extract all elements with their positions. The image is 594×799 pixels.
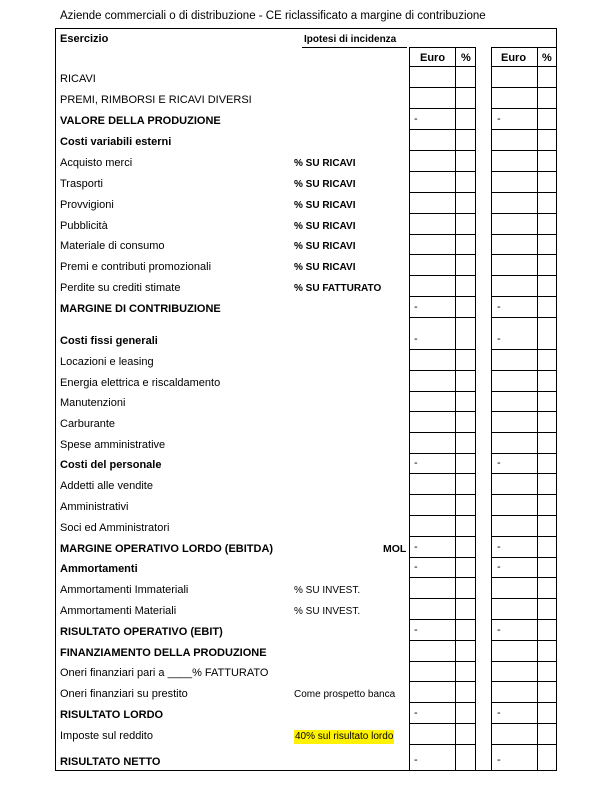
row-label: Perdite su crediti stimate bbox=[60, 282, 181, 294]
row-label: Costi fissi generali bbox=[60, 335, 158, 347]
empty-value-dash: - bbox=[414, 457, 418, 469]
grid-hline-b12 bbox=[491, 317, 557, 318]
incidence-note: % SU INVEST. bbox=[294, 606, 361, 617]
grid-hline-a17 bbox=[409, 432, 475, 433]
empty-value-dash: - bbox=[497, 624, 501, 636]
grid-hline-b27 bbox=[491, 640, 557, 641]
empty-value-dash: - bbox=[497, 561, 501, 573]
grid-hline-a5 bbox=[409, 171, 475, 172]
header-euro-1: Euro bbox=[420, 52, 446, 64]
grid-hline-b21 bbox=[491, 515, 557, 516]
grid-hline-b28 bbox=[491, 661, 557, 662]
empty-value-dash: - bbox=[497, 541, 501, 553]
incidence-note: % SU RICAVI bbox=[294, 200, 356, 211]
grid-hline-b33 bbox=[491, 770, 557, 771]
empty-value-dash: - bbox=[497, 707, 501, 719]
row-label: MARGINE OPERATIVO LORDO (EBITDA) bbox=[60, 543, 274, 555]
empty-value-dash: - bbox=[414, 333, 418, 345]
grid-hline-b2 bbox=[491, 108, 557, 109]
grid-hline-b19 bbox=[491, 473, 557, 474]
row-label: Acquisto merci bbox=[60, 157, 133, 169]
grid-hline-b20 bbox=[491, 494, 557, 495]
header-euro-2: Euro bbox=[501, 52, 527, 64]
row-label: Ammortamenti Immateriali bbox=[60, 584, 189, 596]
header-pct-2: % bbox=[542, 52, 552, 64]
grid-hline-b29 bbox=[491, 681, 557, 682]
incidence-note: % SU RICAVI bbox=[294, 221, 356, 232]
row-label: Carburante bbox=[60, 418, 116, 430]
grid-hline-a8 bbox=[409, 234, 475, 235]
incidence-note: Come prospetto banca bbox=[294, 689, 396, 700]
empty-value-dash: - bbox=[497, 333, 501, 345]
row-label: RICAVI bbox=[60, 73, 96, 85]
grid-hline-a26 bbox=[409, 619, 475, 620]
grid-vline-b1 bbox=[537, 47, 538, 771]
grid-hline-a29 bbox=[409, 681, 475, 682]
empty-value-dash: - bbox=[497, 457, 501, 469]
grid-hline-a9 bbox=[409, 254, 475, 255]
grid-hline-a1 bbox=[409, 87, 475, 88]
row-label: Locazioni e leasing bbox=[60, 356, 154, 368]
grid-hline-a23 bbox=[409, 557, 475, 558]
grid-hline-b16 bbox=[491, 411, 557, 412]
grid-hline-b6 bbox=[491, 192, 557, 193]
row-label: Costi del personale bbox=[60, 459, 162, 471]
grid-vline-a2 bbox=[475, 47, 476, 771]
row-label: Premi e contributi promozionali bbox=[60, 261, 212, 273]
row-label: Manutenzioni bbox=[60, 397, 126, 409]
grid-hline-b3 bbox=[491, 129, 557, 130]
row-label: PREMI, RIMBORSI E RICAVI DIVERSI bbox=[60, 94, 252, 106]
grid-hline-a16 bbox=[409, 411, 475, 412]
grid-hline-a18 bbox=[409, 453, 475, 454]
grid-vline-a1 bbox=[455, 47, 456, 771]
row-label: Oneri finanziari pari a ____% FATTURATO bbox=[60, 667, 269, 679]
row-label: Addetti alle vendite bbox=[60, 480, 153, 492]
grid-hline-a33 bbox=[409, 770, 475, 771]
grid-hline-b25 bbox=[491, 598, 557, 599]
row-label: RISULTATO NETTO bbox=[60, 756, 161, 768]
incidence-note: % SU RICAVI bbox=[294, 262, 356, 273]
row-label: Ammortamenti bbox=[60, 563, 138, 575]
row-label: Soci ed Amministratori bbox=[60, 522, 170, 534]
header-esercizio: Esercizio bbox=[60, 33, 109, 45]
grid-hline-b8 bbox=[491, 234, 557, 235]
incidence-note: % SU RICAVI bbox=[294, 158, 356, 169]
row-label: FINANZIAMENTO DELLA PRODUZIONE bbox=[60, 647, 267, 659]
grid-hline-b1 bbox=[491, 87, 557, 88]
grid-hline-a28 bbox=[409, 661, 475, 662]
grid-hline-b13 bbox=[491, 349, 557, 350]
grid-hline-a25 bbox=[409, 598, 475, 599]
grid-hline-a14 bbox=[409, 370, 475, 371]
row-label: Trasporti bbox=[60, 178, 103, 190]
grid-hline-a6 bbox=[409, 192, 475, 193]
document-title: Aziende commerciali o di distribuzione - CE riclassificato a margine di contribuzione bbox=[60, 10, 486, 22]
grid-hline-a32 bbox=[409, 744, 475, 745]
empty-value-dash: - bbox=[414, 561, 418, 573]
incidence-note: % SU RICAVI bbox=[294, 179, 356, 190]
empty-value-dash: - bbox=[414, 113, 418, 125]
row-label: VALORE DELLA PRODUZIONE bbox=[60, 115, 221, 127]
grid-hline-a13 bbox=[409, 349, 475, 350]
grid-vline-b0 bbox=[491, 47, 492, 771]
grid-hline-a22 bbox=[409, 536, 475, 537]
grid-hline-b31 bbox=[491, 723, 557, 724]
grid-hline-b30 bbox=[491, 702, 557, 703]
grid-hline-a27 bbox=[409, 640, 475, 641]
row-label: Spese amministrative bbox=[60, 439, 166, 451]
grid-hline-b7 bbox=[491, 213, 557, 214]
grid-hline-a19 bbox=[409, 473, 475, 474]
col-group-1-top bbox=[409, 47, 475, 48]
header-pct-1: % bbox=[461, 52, 471, 64]
grid-hline-b17 bbox=[491, 432, 557, 433]
empty-value-dash: - bbox=[497, 113, 501, 125]
grid-hline-b24 bbox=[491, 577, 557, 578]
col-group-2-top bbox=[491, 47, 557, 48]
row-label: Amministrativi bbox=[60, 501, 129, 513]
grid-hline-b32 bbox=[491, 744, 557, 745]
empty-value-dash: - bbox=[414, 541, 418, 553]
grid-hline-b14 bbox=[491, 370, 557, 371]
grid-hline-a30 bbox=[409, 702, 475, 703]
grid-hline-b5 bbox=[491, 171, 557, 172]
grid-hline-a2 bbox=[409, 108, 475, 109]
empty-value-dash: - bbox=[414, 754, 418, 766]
grid-hline-a12 bbox=[409, 317, 475, 318]
row-label: Provvigioni bbox=[60, 199, 114, 211]
empty-value-dash: - bbox=[414, 624, 418, 636]
grid-hline-a31 bbox=[409, 723, 475, 724]
grid-vline-a0 bbox=[409, 47, 410, 771]
grid-hline-a7 bbox=[409, 213, 475, 214]
incidence-note: % SU INVEST. bbox=[294, 585, 361, 596]
grid-hline-a11 bbox=[409, 296, 475, 297]
grid-hline-a4 bbox=[409, 150, 475, 151]
mol-label: MOL bbox=[383, 543, 407, 555]
grid-hline-b15 bbox=[491, 391, 557, 392]
grid-hline-b9 bbox=[491, 254, 557, 255]
grid-hline-b10 bbox=[491, 275, 557, 276]
row-label: Oneri finanziari su prestito bbox=[60, 688, 188, 700]
header-ipotesi: Ipotesi di incidenza bbox=[304, 34, 397, 45]
grid-hline-a0 bbox=[409, 66, 475, 67]
row-label: Energia elettrica e riscaldamento bbox=[60, 377, 221, 389]
incidence-note: % SU RICAVI bbox=[294, 241, 356, 252]
grid-hline-b4 bbox=[491, 150, 557, 151]
grid-hline-b23 bbox=[491, 557, 557, 558]
row-label: Imposte sul reddito bbox=[60, 730, 153, 742]
grid-hline-a20 bbox=[409, 494, 475, 495]
row-label: MARGINE DI CONTRIBUZIONE bbox=[60, 303, 221, 315]
grid-hline-b11 bbox=[491, 296, 557, 297]
row-label: Pubblicità bbox=[60, 220, 108, 232]
empty-value-dash: - bbox=[497, 301, 501, 313]
grid-hline-b26 bbox=[491, 619, 557, 620]
row-label: RISULTATO LORDO bbox=[60, 709, 164, 721]
row-label: Ammortamenti Materiali bbox=[60, 605, 177, 617]
grid-hline-b22 bbox=[491, 536, 557, 537]
grid-hline-a21 bbox=[409, 515, 475, 516]
row-label: RISULTATO OPERATIVO (EBIT) bbox=[60, 626, 223, 638]
highlighted-note: 40% sul risultato lordo bbox=[295, 731, 394, 742]
grid-hline-a10 bbox=[409, 275, 475, 276]
row-label: Costi variabili esterni bbox=[60, 136, 172, 148]
grid-hline-b18 bbox=[491, 453, 557, 454]
row-label: Materiale di consumo bbox=[60, 240, 165, 252]
grid-hline-a3 bbox=[409, 129, 475, 130]
incidence-note: % SU FATTURATO bbox=[294, 283, 382, 294]
grid-hline-a24 bbox=[409, 577, 475, 578]
grid-hline-a15 bbox=[409, 391, 475, 392]
empty-value-dash: - bbox=[414, 301, 418, 313]
empty-value-dash: - bbox=[497, 754, 501, 766]
empty-value-dash: - bbox=[414, 707, 418, 719]
grid-hline-b0 bbox=[491, 66, 557, 67]
ipotesi-underline bbox=[302, 47, 407, 48]
